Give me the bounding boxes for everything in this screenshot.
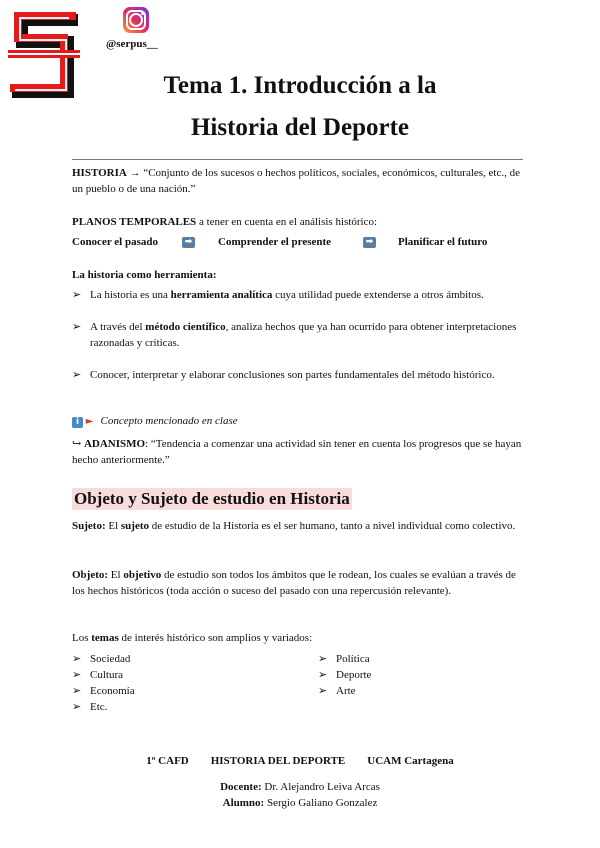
right-arrow-icon: → [129,167,141,179]
list-item [318,683,518,699]
megaphone-icon: ► [85,416,94,427]
tema-label: Sociedad [90,653,131,665]
info-icon: i [72,417,83,428]
page-title-line-2: Historia del Deporte [190,114,409,141]
list-item [72,667,272,683]
list-item [72,287,524,303]
bullet-arrow-icon: ➢ [72,668,82,681]
bullet-arrow-icon: ➢ [72,652,82,665]
title-divider [72,159,523,160]
list-item [72,319,524,351]
alumno-label: Alumno: [222,797,265,809]
tema-label: Etc. [90,701,108,713]
alumno-name: Sergio Galiano Gonzalez [264,797,378,809]
planos-rest: a tener en cuenta en el análisis histórico: [196,216,378,228]
footer-course: 1º CAFD [146,755,189,767]
footer-alumno [72,797,528,809]
serpus-logo [6,6,82,106]
historia-term: HISTORIA [72,167,127,179]
bullet-arrow-icon: ➢ [72,684,82,697]
bullet-arrow-icon: ➢ [318,652,328,665]
para-text: El [108,569,124,581]
herramienta-heading: La historia como herramienta: [72,269,217,281]
item-text: , analiza hechos que ya han ocurrido para obtener interpretaciones razonadas y críticas. [90,321,517,349]
para-text: El [105,520,121,532]
tema-label: Política [336,653,370,665]
tema-label: Cultura [90,669,123,681]
tema-label: Arte [336,685,356,697]
list-item [72,699,272,715]
bullet-arrow-icon: ➢ [72,320,82,333]
return-arrow-icon: ↪ [72,438,82,450]
planos-intro [72,214,524,230]
footer-subject: HISTORIA DEL DEPORTE [210,755,346,767]
right-arrow-icon: ➡ [363,237,376,248]
para-bold: temas [91,632,119,644]
concepto-note [72,415,238,428]
adanismo-text: : “Tendencia a comenzar una actividad sin tener en cuenta los progresos que se hayan hecho anteriormente.” [72,438,522,466]
para-text: Los [72,632,92,644]
para-text: de interés histórico son amplios y variados: [118,632,313,644]
instagram-icon[interactable] [123,7,149,33]
bullet-arrow-icon: ➢ [72,368,82,381]
social-handle[interactable]: @serpus__ [106,38,158,50]
objeto-paragraph [72,567,524,599]
list-item [72,683,272,699]
step-pasado: Conocer el pasado [72,236,158,248]
footer-course-line [72,755,528,767]
bullet-arrow-icon: ➢ [72,288,82,301]
docente-label: Docente: [220,781,262,793]
objeto-label: Objeto: [72,569,109,581]
planos-label: PLANOS TEMPORALES [72,216,197,228]
para-bold: objetivo [123,569,162,581]
item-text: Conocer, interpretar y elaborar conclusiones son partes fundamentales del método histórico. [90,369,495,381]
para-text: de estudio de la Historia es el ser humano, tanto a nivel individual como colectivo. [149,520,516,532]
sujeto-paragraph [72,518,524,534]
list-item [72,651,272,667]
item-text: A través del [90,321,146,333]
right-arrow-icon: ➡ [182,237,195,248]
docente-name: Dr. Alejandro Leiva Arcas [261,781,380,793]
item-bold: herramienta analítica [170,289,273,301]
footer-docente [72,781,528,793]
section-heading: Objeto y Sujeto de estudio en Historia [74,489,350,508]
bullet-arrow-icon: ➢ [318,684,328,697]
bullet-arrow-icon: ➢ [72,700,82,713]
para-text: de estudio son todos los ámbitos que le rodean, los cuales se evalúan a través de los hechos históricos (toda acción o suceso del pasado con una repercusión relevante). [72,569,516,597]
item-text: La historia es una [90,289,171,301]
historia-text: “Conjunto de los sucesos o hechos políticos, sociales, económicos, culturales, etc., de un pueblo o de una nación.” [72,167,520,195]
adanismo-definition [72,436,524,468]
tema-label: Deporte [336,669,372,681]
tema-label: Economía [90,685,135,697]
sujeto-label: Sujeto: [72,520,106,532]
step-presente: Comprender el presente [218,236,332,248]
item-text: cuya utilidad puede extenderse a otros ámbitos. [272,289,484,301]
adanismo-term: ADANISMO [83,438,146,450]
temas-intro [72,630,524,646]
item-bold: método científico [145,321,226,333]
historia-definition [72,165,524,197]
temas-list-left [72,651,272,715]
concepto-label: Concepto mencionado en clase [100,415,238,427]
list-item [318,667,518,683]
temas-list-right [318,651,518,699]
step-futuro: Planificar el futuro [398,236,488,248]
list-item [72,367,524,383]
para-bold: sujeto [120,520,149,532]
page-title-line-1: Tema 1. Introducción a la [163,72,437,99]
bullet-arrow-icon: ➢ [318,668,328,681]
footer-university: UCAM Cartagena [367,755,454,767]
list-item [318,651,518,667]
